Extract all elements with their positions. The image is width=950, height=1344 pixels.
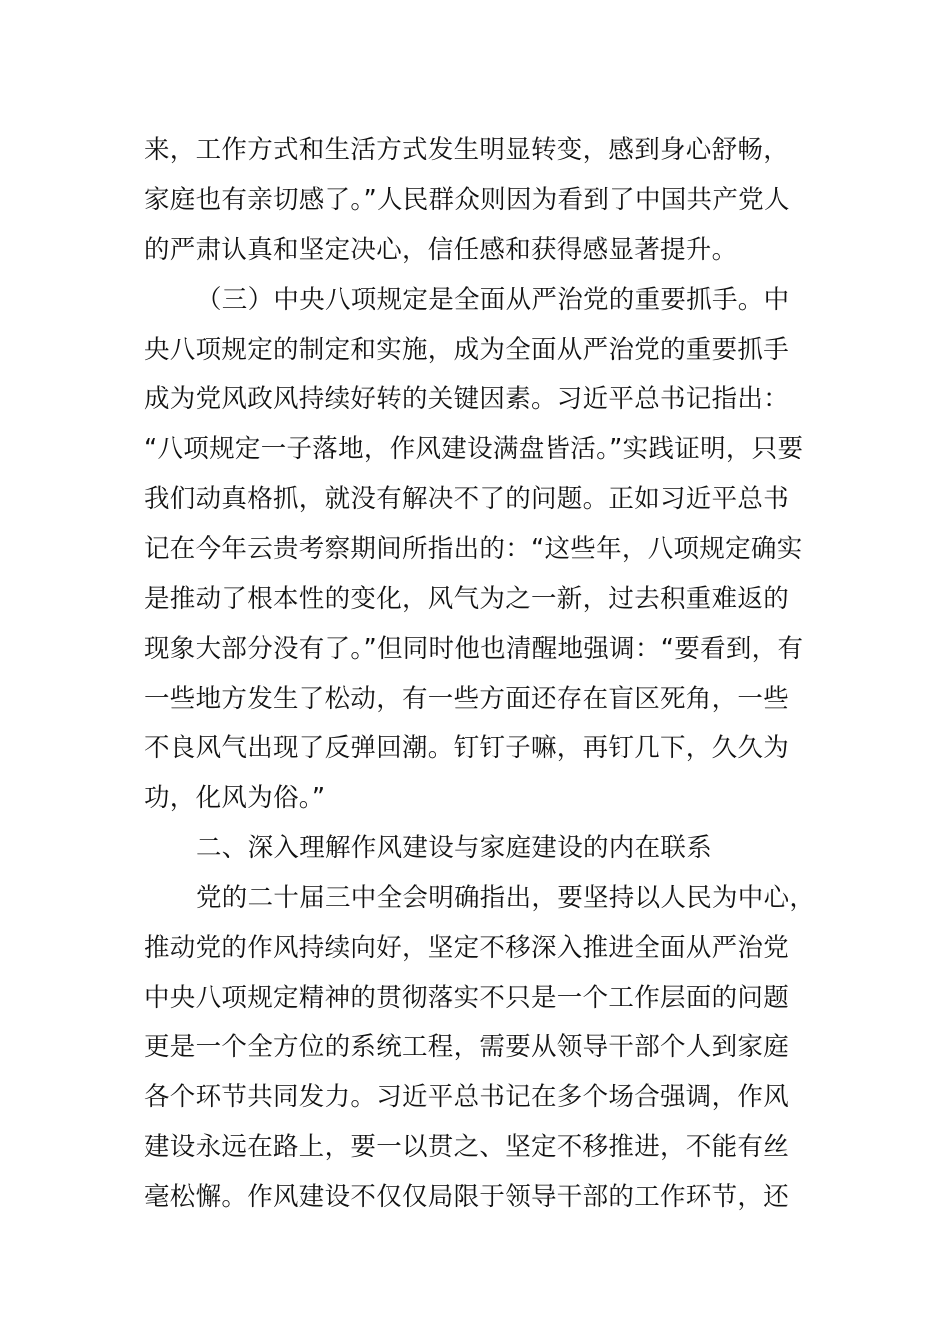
text-line: 央八项规定的制定和实施，成为全面从严治党的重要抓手	[144, 335, 790, 365]
text-line: 一些地方发生了松动，有一些方面还存在盲区死角，一些	[144, 684, 790, 714]
text-line: 建设永远在路上，要一以贯之、坚定不移推进，不能有丝	[144, 1132, 790, 1162]
text-line: 我们动真格抓，就没有解决不了的问题。正如习近平总书	[144, 484, 790, 514]
text-line: 的严肃认真和坚定决心，信任感和获得感显著提升。	[144, 235, 738, 265]
text-line: 记在今年云贵考察期间所指出的：“这些年，八项规定确实	[144, 534, 803, 564]
text-line: 功，化风为俗。”	[144, 783, 326, 813]
section-two-heading: 二、深入理解作风建设与家庭建设的内在联系	[196, 833, 713, 863]
text-line: 成为党风政风持续好转的关键因素。习近平总书记指出：	[144, 384, 790, 414]
text-line: 不良风气出现了反弹回潮。钉钉子嘛，再钉几下，久久为	[144, 733, 790, 763]
text-line: 是推动了根本性的变化，风气为之一新，过去积重难返的	[144, 584, 790, 614]
section-three-heading: （三）中央八项规定是全面从严治党的重要抓手。中	[196, 285, 790, 315]
text-line: 家庭也有亲切感了。”人民群众则因为看到了中国共产党人	[144, 185, 790, 215]
text-line: 中央八项规定精神的贯彻落实不只是一个工作层面的问题	[144, 983, 790, 1013]
text-line: 各个环节共同发力。习近平总书记在多个场合强调，作风	[144, 1082, 790, 1112]
text-line: 更是一个全方位的系统工程，需要从领导干部个人到家庭	[144, 1032, 790, 1062]
text-line: 现象大部分没有了。”但同时他也清醒地强调：“要看到，有	[144, 634, 804, 664]
text-line: “八项规定一子落地，作风建设满盘皆活。”实践证明，只要	[144, 434, 804, 464]
text-line: 推动党的作风持续向好，坚定不移深入推进全面从严治党	[144, 933, 790, 963]
paragraph-start-line: 党的二十届三中全会明确指出，要坚持以人民为中心，	[196, 883, 816, 913]
text-line: 来，工作方式和生活方式发生明显转变，感到身心舒畅，	[144, 135, 790, 165]
text-line: 毫松懈。作风建设不仅仅局限于领导干部的工作环节，还	[144, 1182, 790, 1212]
